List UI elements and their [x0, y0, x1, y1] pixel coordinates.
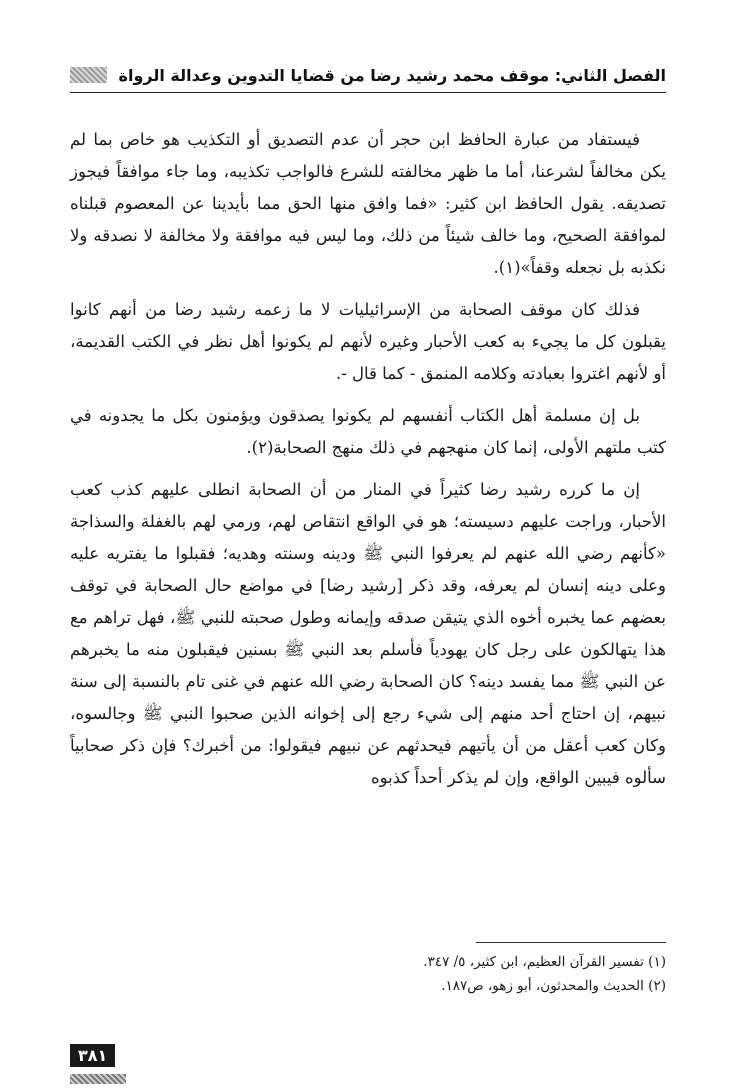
page-number: ٣٨١ [70, 1044, 115, 1067]
header-divider [70, 92, 666, 93]
footnote-divider [476, 942, 666, 943]
footnote: (٢) الحديث والمحدثون، أبو زهو، ص١٨٧. [441, 978, 666, 994]
header-decorative-band [70, 67, 107, 83]
body-text [70, 124, 666, 794]
paragraph: بل إن مسلمة أهل الكتاب أنفسهم لم يكونوا يصدقون ويؤمنون بكل ما يجدونه في كتب ملتهم الأولى، إنما كان منهجهم في ذلك منهج الصحابة(٢). [70, 406, 666, 457]
paragraph: إن ما كرره رشيد رضا كثيراً في المنار من أن الصحابة انطلى عليهم كذب كعب الأحبار، وراجت عليهم دسيسته؛ هو في الواقع انتقاص لهم، ورمي لهم بالغفلة والسذاجة «كأنهم رضي الله عنهم لم يعرفوا النبي ﷺ ودينه وسنته وهديه؛ فقبلوا ما يفتريه عليه وعلى دينه إنسان لم يعرفه، وقد ذكر [رشيد رضا] في مواضع حال الصحابة في توقف بعضهم عما يخبره أخوه الذي يتيقن صدقه وإيمانه وطول صحبته للنبي ﷺ، فهل تراهم مع هذا يتهالكون على رجل كان يهودياً فأسلم بعد النبي ﷺ بسنين فيقبلون منه ما يخبرهم عن النبي ﷺ مما يفسد دينه؟ كان الصحابة رضي الله عنهم في غنى تام بالنسبة إلى سنة نبيهم، إن احتاج أحد منهم إلى شيء رجع إلى إخوانه الذين صحبوا النبي ﷺ وجالسوه، وكان كعب أعقل من أن يأتيهم فيحدثهم عن نبيهم فيقولوا: من أخبرك؟ فإن ذكر صحابياً سألوه فيبين الواقع، وإن لم يذكر أحداً كذبوه [70, 480, 666, 787]
running-header [70, 58, 666, 92]
paragraph: فيستفاد من عبارة الحافظ ابن حجر أن عدم التصديق أو التكذيب هو خاص بما لم يكن مخالفاً لشرعنا، أما ما ظهر مخالفته للشرع فالواجب تكذيبه، وما جاء موافقاً فيجوز تصديقه. يقول الحافظ ابن كثير: «فما وافق منها الحق مما بأيدينا عن المعصوم قبلناه لموافقة الصحيح، وما خالف شيئاً من ذلك، وما ليس فيه موافقة ولا مخالفة لا نصدقه ولا نكذبه بل نجعله وقفاً»(١). [70, 130, 666, 277]
page-number-band [70, 1074, 126, 1084]
footnote: (١) تفسير القرآن العظيم، ابن كثير، ٥/ ٣٤٧. [423, 954, 666, 970]
paragraph: فذلك كان موقف الصحابة من الإسرائيليات لا ما زعمه رشيد رضا من أنهم كانوا يقبلون كل ما يجيء به كعب الأحبار وغيره لأنهم لم يكونوا أهل نظر في الكتب القديمة، أو لأنهم اغتروا بعبادته وكلامه المنمق - كما قال -. [70, 300, 666, 383]
chapter-title: الفصل الثاني: موقف محمد رشيد رضا من قضايا التدوين وعدالة الرواة [118, 65, 666, 85]
footnotes [70, 950, 666, 998]
